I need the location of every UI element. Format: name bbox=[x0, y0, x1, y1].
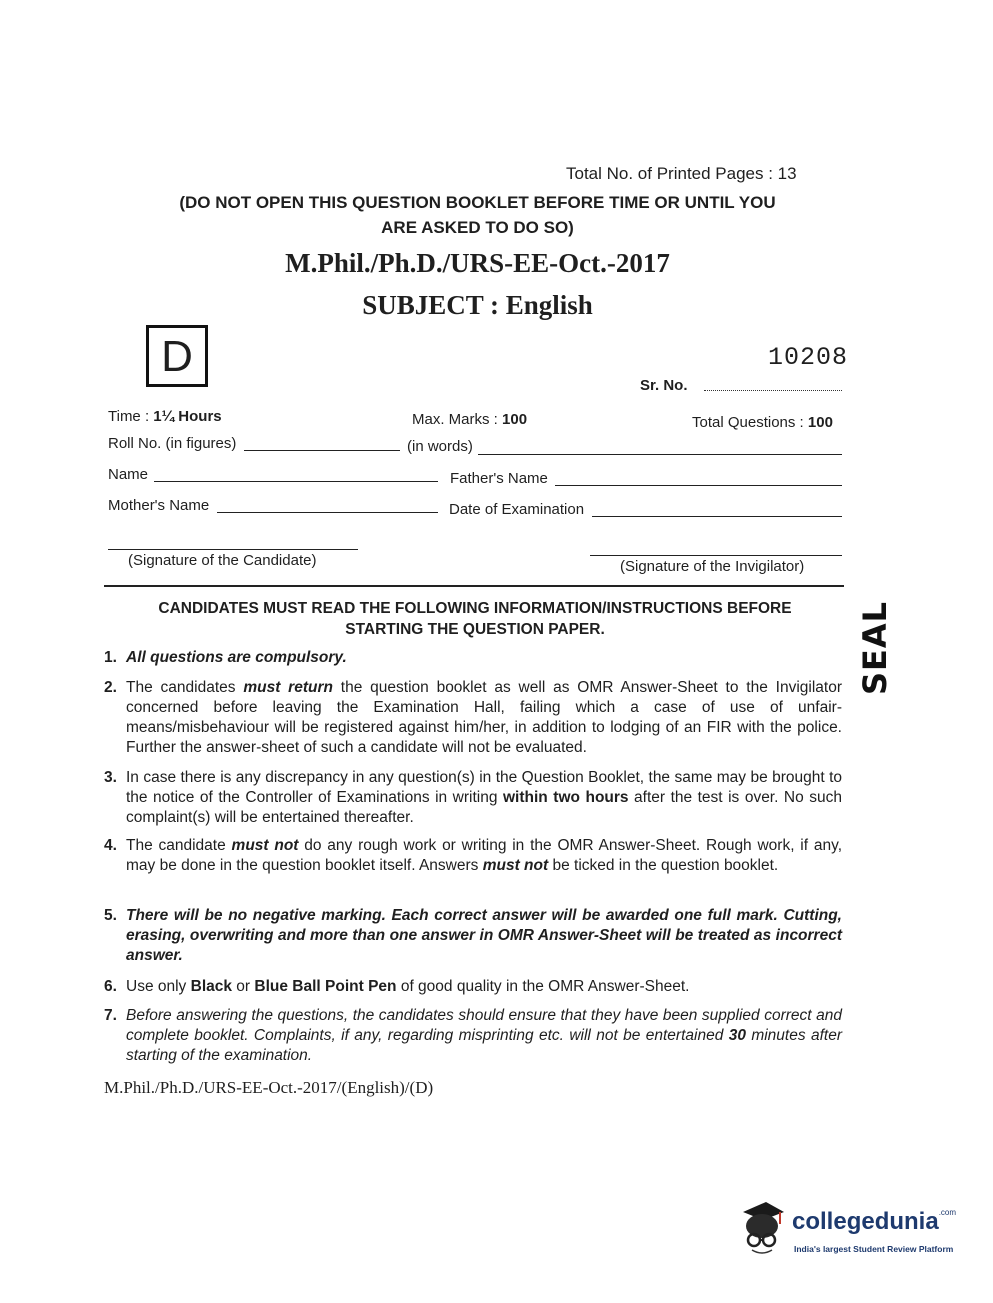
date-of-exam-field[interactable] bbox=[592, 516, 842, 517]
brand-tagline: India's largest Student Review Platform bbox=[794, 1244, 954, 1254]
roll-no-figures-label: Roll No. (in figures) bbox=[108, 435, 237, 452]
invigilator-signature-line[interactable] bbox=[590, 555, 842, 556]
instruction-3: 3. In case there is any discrepancy in any question(s) in the Question Booklet, the same may be brought to the notice of the Controller of Examinations in writing within two hours after the test is over. No such complaint(s) will be entertained thereafter. bbox=[104, 769, 842, 826]
instruction-2: 2. The candidates must return the question booklet as well as OMR Answer-Sheet to the Invigilator concerned before leaving the Examination Hall, failing which a case of use of unfair-means/misbehaviour will be registered against him/her, in addition to lodging of an FIR with the police. Further the answer-sheet of such a candidate will not be evaluated. bbox=[104, 679, 843, 756]
set-code-box: D bbox=[146, 325, 208, 387]
date-of-exam-label: Date of Examination bbox=[449, 501, 585, 518]
instruction-7: 7. Before answering the questions, the candidates should ensure that they have been supplied correct and complete booklet. Complaints, if any, regarding misprinting etc. will not be entertained 30 minutes after starting of the examination. bbox=[104, 1007, 842, 1064]
time-label: Time : 1¼ Hours bbox=[108, 408, 222, 425]
booklet-number: 10208 bbox=[768, 343, 849, 372]
max-marks-label: Max. Marks : 100 bbox=[412, 411, 528, 428]
warning-line-2: ARE ASKED TO DO SO) bbox=[381, 218, 574, 237]
instruction-6: 6. Use only Black or Blue Ball Point Pen of good quality in the OMR Answer-Sheet. bbox=[104, 978, 690, 995]
total-questions-label: Total Questions : 100 bbox=[692, 414, 833, 431]
instruction-1: 1. All questions are compulsory. bbox=[104, 649, 347, 666]
mothers-name-label: Mother's Name bbox=[108, 497, 210, 514]
invigilator-signature-label: (Signature of the Invigilator) bbox=[620, 558, 805, 575]
name-field[interactable] bbox=[154, 481, 438, 482]
name-label: Name bbox=[108, 466, 149, 483]
collegedunia-mascot-icon bbox=[738, 1196, 788, 1256]
brand-name: collegedunia$^{.com}$ bbox=[792, 1208, 957, 1235]
exam-title: M.Phil./Ph.D./URS-EE-Oct.-2017 bbox=[285, 248, 670, 278]
roll-no-words-field[interactable] bbox=[478, 454, 842, 455]
fathers-name-label: Father's Name bbox=[450, 470, 548, 487]
sr-no-field[interactable] bbox=[704, 380, 842, 391]
roll-no-figures-field[interactable] bbox=[244, 450, 400, 451]
mothers-name-field[interactable] bbox=[217, 512, 438, 513]
roll-no-words-label: (in words) bbox=[407, 438, 473, 455]
instructions-heading-1: CANDIDATES MUST READ THE FOLLOWING INFORMATION/INSTRUCTIONS BEFORE bbox=[158, 600, 792, 617]
subject-title: SUBJECT : English bbox=[362, 290, 593, 320]
footer-code: M.Phil./Ph.D./URS-EE-Oct.-2017/(English)/(D) bbox=[104, 1078, 434, 1097]
warning-line-1: (DO NOT OPEN THIS QUESTION BOOKLET BEFORE TIME OR UNTIL YOU bbox=[179, 193, 776, 212]
seal-stamp: SEAL bbox=[856, 600, 894, 696]
fathers-name-field[interactable] bbox=[555, 485, 842, 486]
section-divider bbox=[104, 585, 844, 587]
candidate-signature-line[interactable] bbox=[108, 549, 358, 550]
total-pages: Total No. of Printed Pages : 13 bbox=[566, 164, 797, 183]
sr-no-label: Sr. No. bbox=[640, 377, 688, 394]
instructions-heading-2: STARTING THE QUESTION PAPER. bbox=[345, 621, 605, 638]
instruction-4: 4. The candidate must not do any rough work or writing in the OMR Answer-Sheet. Rough work, if any, may be done in the question booklet itself. Answers must not be ticked in the question booklet. bbox=[104, 837, 843, 874]
candidate-signature-label: (Signature of the Candidate) bbox=[128, 552, 317, 569]
instruction-5: 5. There will be no negative marking. Each correct answer will be awarded one full mark. Cutting, erasing, overwriting and more than one answer in OMR Answer-Sheet will be treated as incorrect answer. bbox=[104, 907, 842, 964]
